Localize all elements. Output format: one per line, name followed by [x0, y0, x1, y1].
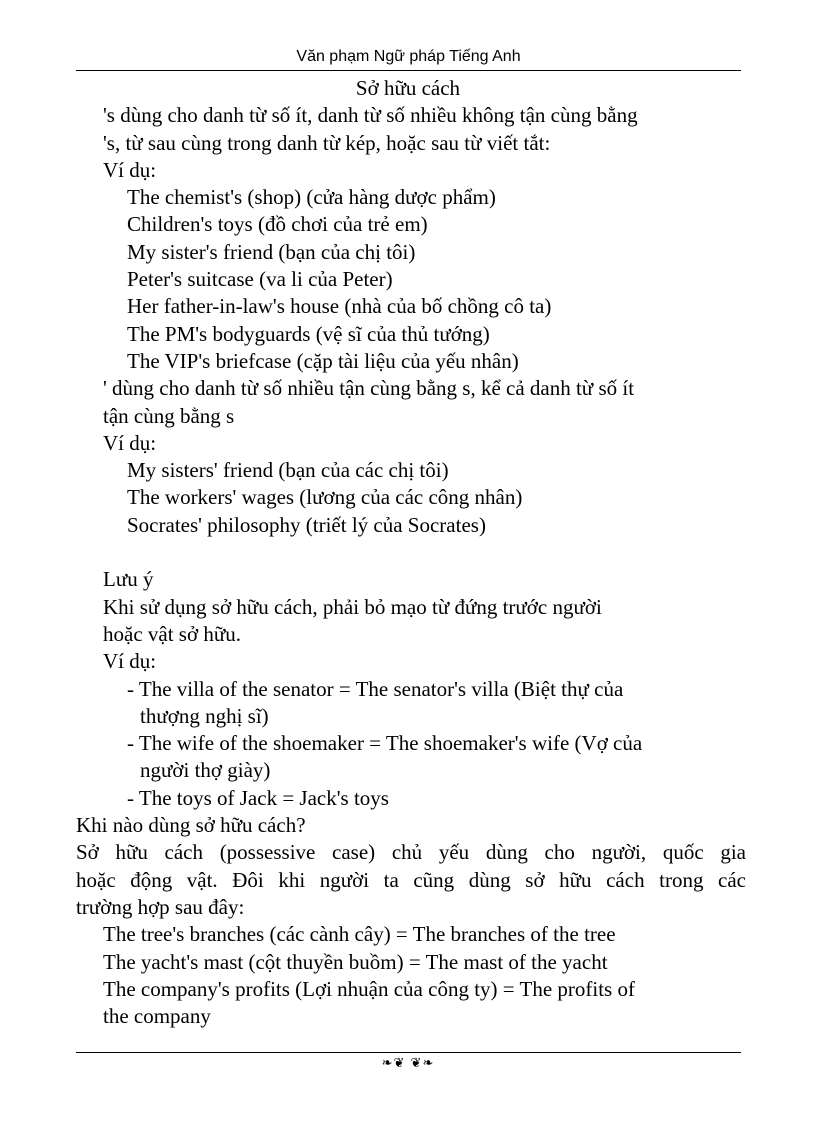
header-rule [76, 70, 741, 71]
example-line: thượng nghị sĩ) [140, 703, 269, 728]
paragraph-line: 's, từ sau cùng trong danh từ kép, hoặc sau từ viết tắt: [103, 130, 551, 155]
example-line: Her father-in-law's house (nhà của bố chồng cô ta) [127, 294, 552, 319]
example-line: - The villa of the senator = The senator's villa (Biệt thự của [127, 676, 624, 701]
page-header: Văn phạm Ngữ pháp Tiếng Anh [296, 48, 521, 65]
example-label: Ví dụ: [103, 430, 157, 455]
example-line: The tree's branches (các cành cây) = The branches of the tree [103, 922, 616, 947]
example-line: Peter's suitcase (va li của Peter) [127, 267, 393, 292]
paragraph-line: hoặc vật sở hữu. [103, 621, 241, 646]
example-line: The VIP's briefcase (cặp tài liệu của yếu nhân) [127, 348, 519, 373]
example-line: Socrates' philosophy (triết lý của Socrates) [127, 512, 486, 537]
example-label: Ví dụ: [103, 649, 157, 674]
paragraph-line: Khi sử dụng sở hữu cách, phải bỏ mạo từ đứng trước người [103, 594, 602, 619]
footer-ornament-icon: ❧❦ ❦❧ [381, 1056, 435, 1071]
example-line: the company [103, 1004, 211, 1029]
example-line: The chemist's (shop) (cửa hàng dược phẩm) [127, 185, 496, 210]
document-body [76, 75, 746, 1030]
example-line: Children's toys (đồ chơi của trẻ em) [127, 212, 428, 237]
example-line: The workers' wages (lương của các công nhân) [127, 485, 523, 510]
section-title: Sở hữu cách [355, 76, 461, 100]
example-line: - The toys of Jack = Jack's toys [127, 785, 389, 810]
example-line: The PM's bodyguards (vệ sĩ của thủ tướng) [127, 321, 490, 346]
example-line: - The wife of the shoemaker = The shoemaker's wife (Vợ của [127, 731, 643, 756]
example-line: The yacht's mast (cột thuyền buồm) = The mast of the yacht [103, 949, 608, 974]
example-line: người thợ giày) [140, 758, 271, 783]
paragraph-line: hoặc động vật. Đôi khi người ta cũng dùng sở hữu cách trong các [76, 867, 746, 892]
paragraph-line: tận cùng bằng s [103, 403, 235, 428]
example-line: My sister's friend (bạn của chị tôi) [127, 239, 416, 264]
example-label: Ví dụ: [103, 157, 157, 182]
paragraph-line: Sở hữu cách (possessive case) chủ yếu dùng cho người, quốc gia [76, 840, 746, 865]
example-line: My sisters' friend (bạn của các chị tôi) [127, 458, 449, 483]
note-heading: Lưu ý [103, 567, 154, 592]
subheading: Khi nào dùng sở hữu cách? [76, 813, 306, 838]
blank-line [76, 539, 746, 566]
footer-rule [76, 1052, 741, 1053]
paragraph-line: trường hợp sau đây: [76, 894, 245, 919]
paragraph-line: ' dùng cho danh từ số nhiều tận cùng bằng s, kể cả danh từ số ít [103, 376, 635, 401]
paragraph-line: 's dùng cho danh từ số ít, danh từ số nhiều không tận cùng bằng [103, 103, 638, 128]
example-line: The company's profits (Lợi nhuận của công ty) = The profits of [103, 976, 635, 1001]
